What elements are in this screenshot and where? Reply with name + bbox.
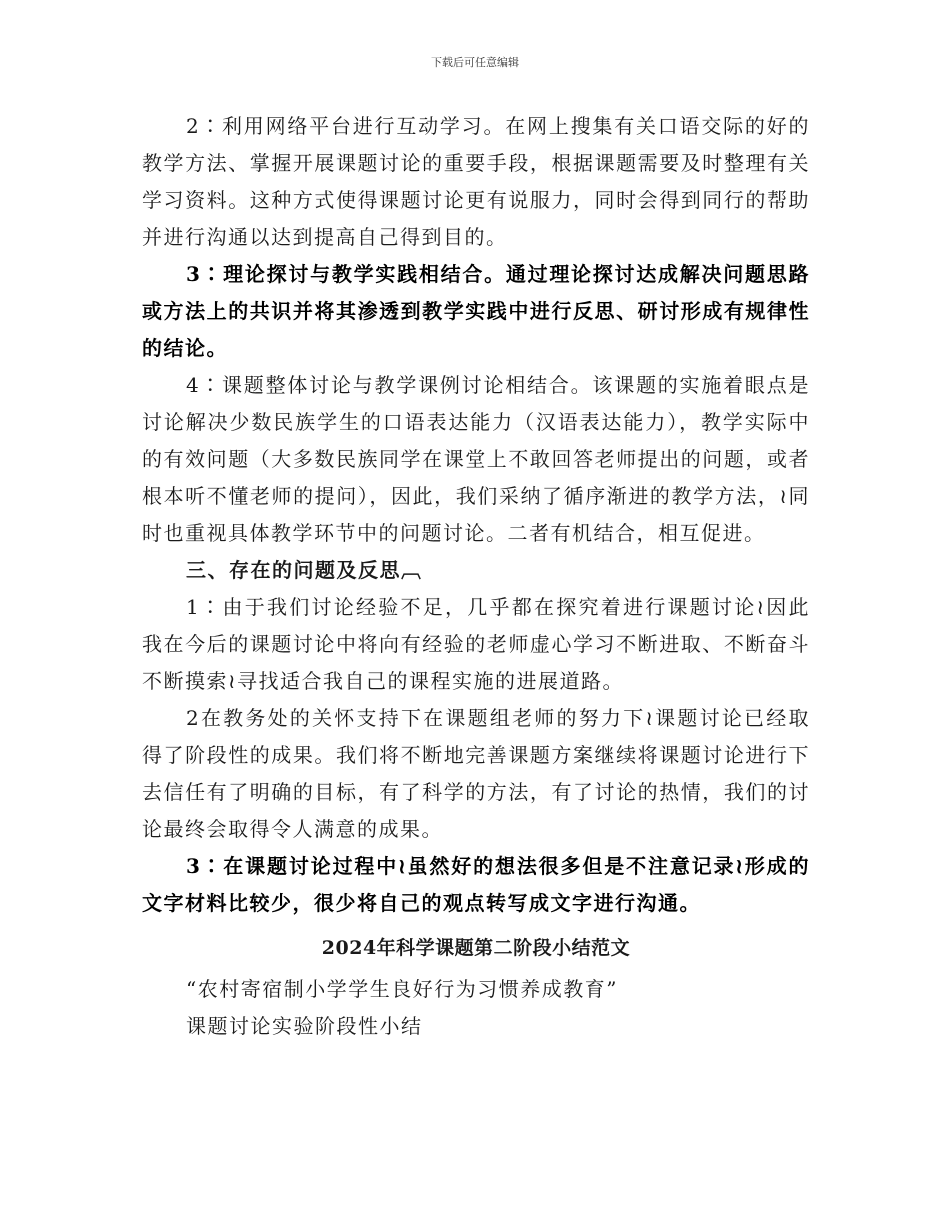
paragraph-issue-3-bold: 3∶在课题讨论过程中≀虽然好的想法很多但是不注意记录≀形成的文字材料比较少，很少将自己的观点转写成文字进行沟通。	[142, 854, 810, 915]
page-header: 下载后可任意编辑	[431, 56, 519, 69]
paragraph-3-bold: 3∶理论探讨与教学实践相结合。通过理论探讨达成解决问题思路或方法上的共识并将其渗透到教学实践中进行反思、研讨形成有规律性的结论。	[142, 262, 810, 360]
next-document-subtitle: “农村寄宿制小学学生良好行为习惯养成教育”	[186, 977, 618, 1001]
paragraph-issue-2: 2在教务处的关怀支持下在课题组老师的努力下≀课题讨论已经取得了阶段性的成果。我们将不断地完善课题方案继续将课题讨论进行下去信任有了明确的目标，有了科学的方法，有了讨论的热情，我们的讨论最终会取得令人满意的成果。	[142, 706, 810, 841]
section-heading-3: 三、存在的问题及反思︹	[186, 558, 423, 582]
document-body	[142, 108, 810, 1045]
paragraph-4: 4∶课题整体讨论与教学课例讨论相结合。该课题的实施着眼点是讨论解决少数民族学生的口语表达能力（汉语表达能力），教学实际中的有效问题（大多数民族同学在课堂上不敢回答老师提出的问题，或者根本听不懂老师的提问），因此，我们采纳了循序渐进的教学方法，≀同时也重视具体教学环节中的问题讨论。二者有机结合，相互促进。	[142, 373, 810, 545]
paragraph-2: 2∶利用网络平台进行互动学习。在网上搜集有关口语交际的好的教学方法、掌握开展课题讨论的重要手段，根据课题需要及时整理有关学习资料。这种方式使得课题讨论更有说服力，同时会得到同行的帮助并进行沟通以达到提高自己得到目的。	[142, 114, 810, 249]
next-document-subheading: 课题讨论实验阶段性小结	[186, 1014, 423, 1038]
paragraph-issue-1: 1∶由于我们讨论经验不足，几乎都在探究着进行课题讨论≀因此我在今后的课题讨论中将向有经验的老师虚心学习不断进取、不断奋斗不断摸索≀寻找适合我自己的课程实施的进展道路。	[142, 595, 810, 693]
next-document-title: 2024年科学课题第二阶段小结范文	[321, 937, 631, 959]
